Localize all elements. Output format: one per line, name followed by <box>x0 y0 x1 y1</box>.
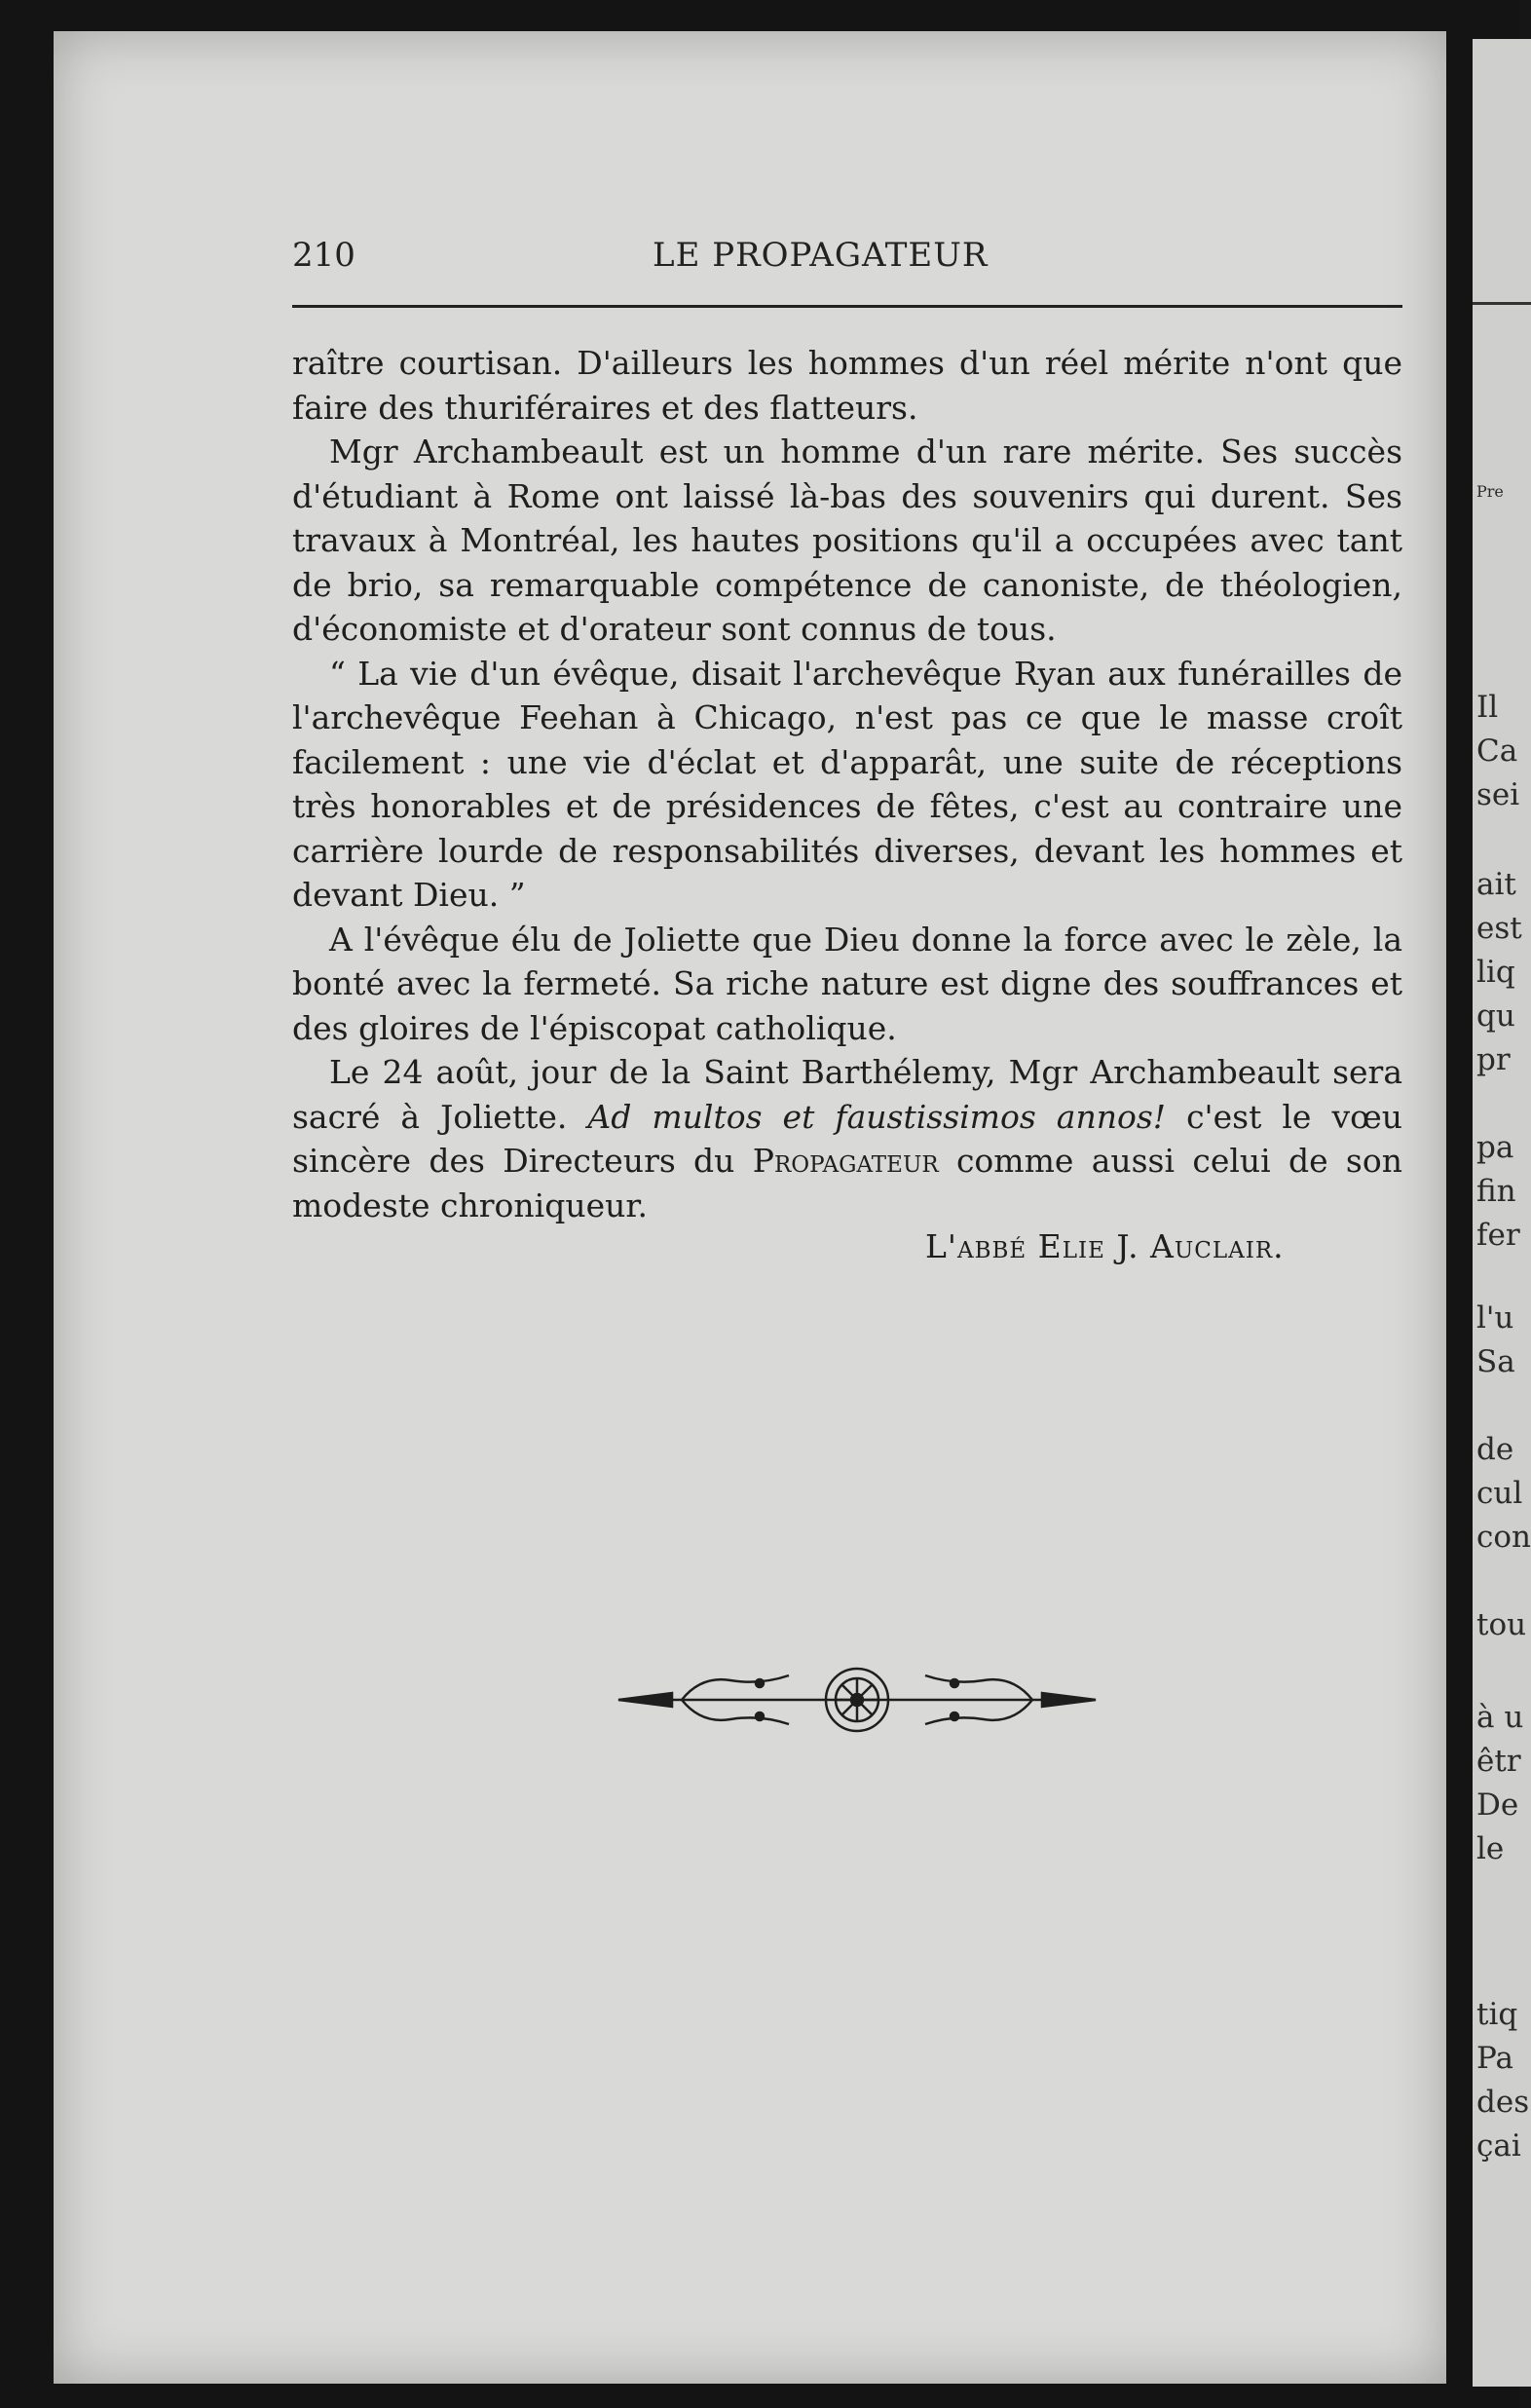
adjacent-fragment: le <box>1476 1831 1505 1866</box>
text-run: comme aussi celui de son modeste chroniqueur. <box>292 1142 1402 1224</box>
adjacent-fragment: à u <box>1476 1700 1524 1735</box>
adjacent-fragment: est <box>1476 911 1522 946</box>
adjacent-page-edge <box>1473 39 1531 2387</box>
adjacent-fragment: fer <box>1476 1218 1520 1253</box>
paragraph-last <box>292 1050 1402 1227</box>
adjacent-fragment: Ca <box>1476 734 1518 769</box>
adjacent-fragment: Il <box>1476 690 1499 725</box>
author-signature: L'abbé Elie J. Auclair. <box>925 1227 1285 1265</box>
page-number: 210 <box>292 236 355 275</box>
adjacent-fragment: liq <box>1476 955 1515 990</box>
adjacent-fragment: De <box>1476 1787 1519 1823</box>
adjacent-fragment: fin <box>1476 1174 1516 1209</box>
adjacent-fragment: Pre <box>1476 482 1504 501</box>
body-text <box>292 341 1402 1227</box>
adjacent-fragment: ait <box>1476 867 1516 902</box>
paragraph: Mgr Archambeault est un homme d'un rare mérite. Ses succès d'étudiant à Rome ont laissé là-bas des souvenirs qui durent. Ses travaux à Montréal, les hautes positions qu'il a occupées avec tant de brio, sa remarquable compétence de canoniste, de théologien, d'économiste et d'orateur sont connus de tous. <box>292 433 1402 648</box>
adjacent-fragment: Pa <box>1476 2041 1513 2076</box>
adjacent-fragment: de <box>1476 1432 1514 1467</box>
header-rule <box>292 305 1402 308</box>
adjacent-fragment: des <box>1476 2085 1530 2120</box>
adjacent-fragment: êtr <box>1476 1744 1521 1779</box>
adjacent-header-rule <box>1473 302 1531 305</box>
adjacent-fragment: sei <box>1476 777 1520 812</box>
page-header <box>292 236 1402 284</box>
adjacent-fragment: con <box>1476 1520 1531 1555</box>
paragraph: raître courtisan. D'ailleurs les hommes d'un réel mérite n'ont que faire des thuriféraires et des flatteurs. <box>292 344 1402 427</box>
journal-name: Propagateur <box>752 1142 939 1180</box>
adjacent-fragment: tiq <box>1476 1997 1518 2032</box>
adjacent-fragment: cul <box>1476 1476 1523 1511</box>
paragraph: A l'évêque élu de Joliette que Dieu donne la force avec le zèle, la bonté avec la fermeté. Sa riche nature est digne des souffrances et des gloires de l'épiscopat catholique. <box>292 920 1402 1047</box>
floral-scroll-ornament-icon <box>614 1656 1101 1744</box>
adjacent-fragment: pr <box>1476 1042 1511 1077</box>
latin-phrase: Ad multos et faustissimos annos! <box>587 1097 1167 1136</box>
adjacent-fragment: Sa <box>1476 1344 1515 1379</box>
adjacent-fragment: pa <box>1476 1130 1514 1165</box>
running-title: LE PROPAGATEUR <box>653 236 989 275</box>
adjacent-fragment: çai <box>1476 2128 1521 2163</box>
adjacent-fragment: qu <box>1476 998 1515 1034</box>
adjacent-fragment: l'u <box>1476 1300 1514 1336</box>
text-run: c'est le vœu sincère des Directeurs du <box>292 1097 1402 1180</box>
text-run: Le 24 août, jour de la Saint Barthélemy, Mgr Archambeault sera sacré à Joliette. <box>292 1053 1402 1136</box>
paragraph: “ La vie d'un évêque, disait l'archevêque Ryan aux funérailles de l'archevêque Feehan à Chicago, n'est pas ce que le masse croît facilement : une vie d'éclat et d'apparât, une suite de réceptions très honorables et de présidences de fêtes, c'est au contraire une carrière lourde de responsabilités diverses, devant les hommes et devant Dieu. ” <box>292 654 1402 914</box>
adjacent-fragment: tou <box>1476 1607 1527 1642</box>
